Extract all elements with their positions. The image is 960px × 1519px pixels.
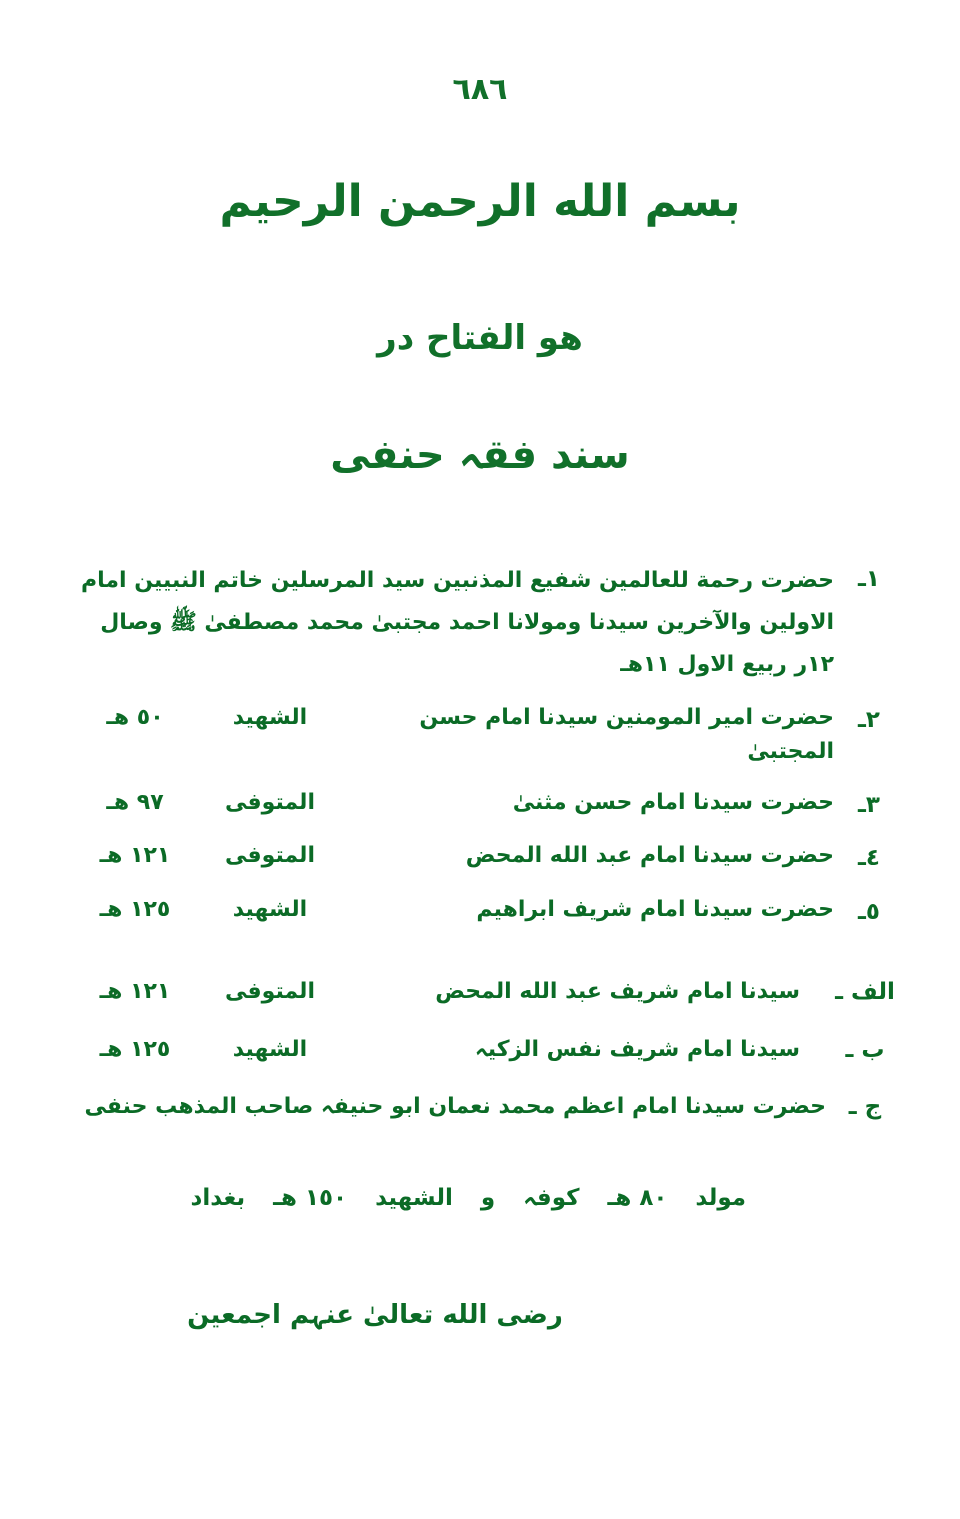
entry-date: ١٢١ هـ xyxy=(99,843,171,869)
basmala-heading: بسم الله الرحمن الرحيم xyxy=(219,176,741,227)
entry-body xyxy=(60,560,838,685)
list-item xyxy=(60,893,900,931)
sub-entry-marker: الف ـ xyxy=(835,979,895,1005)
entry-name: حضرت سيدنا امام شريف ابراهيم xyxy=(476,896,834,922)
numbered-chain-list xyxy=(60,560,900,947)
birth-place: كوفہ xyxy=(523,1185,580,1211)
sub-entry-status: الشهيد xyxy=(232,1036,308,1062)
entry-name: حضرت رحمة للعالمين شفيع المذنبين سيد المرسلين خاتم النبيين امام الاولين والآخرين سيدنا ومولانا احمد مجتبیٰ محمد مصطفیٰ ﷺ وصال ١٢ر ربيع الاول ١١هـ xyxy=(81,568,834,677)
sub-entry-name: حضرت سيدنا امام اعظم محمد نعمان ابو حنيفہ صاحب المذهب حنفی xyxy=(84,1094,826,1120)
entry-marker: ٤ـ xyxy=(858,845,880,872)
page-number: ٦٨٦ xyxy=(452,72,508,107)
entry-status: المتوفی xyxy=(225,789,315,815)
conjunction: و xyxy=(480,1185,496,1211)
list-item xyxy=(60,1090,900,1126)
list-item xyxy=(60,701,900,769)
subtitle-secondary: سند فقہ حنفی xyxy=(330,432,630,478)
entry-status: الشهيد xyxy=(232,896,308,922)
death-date: ١٥٠ هـ xyxy=(273,1185,348,1211)
entry-status: الشهيد xyxy=(232,705,308,731)
entry-date: ٩٧ هـ xyxy=(106,789,164,815)
sub-entry-marker: ب ـ xyxy=(845,1036,885,1063)
entry-date: ٥٠ هـ xyxy=(106,705,164,731)
entry-body xyxy=(60,839,838,873)
entry-marker: ٥ـ xyxy=(858,898,880,925)
list-item xyxy=(60,975,900,1011)
sub-entry-body xyxy=(60,975,830,1009)
entry-name: حضرت سيدنا امام حسن مثنیٰ xyxy=(512,789,834,815)
birth-date: ٨٠ هـ xyxy=(607,1185,668,1211)
list-item xyxy=(60,1033,900,1069)
sub-entry-name: سيدنا امام شريف عبد الله المحض xyxy=(435,979,800,1004)
death-place: بغداد xyxy=(190,1185,246,1211)
birth-death-line xyxy=(60,1185,900,1211)
death-label: الشهيد xyxy=(375,1185,453,1211)
sub-entry-date: ١٢١ هـ xyxy=(99,979,171,1004)
entry-date: ١٢٥ هـ xyxy=(99,896,171,922)
entry-body xyxy=(60,786,838,820)
sub-entry-body xyxy=(60,1090,830,1124)
subtitle-primary: هو الفتاح در xyxy=(377,318,583,358)
sub-entry-date: ١٢٥ هـ xyxy=(99,1036,171,1062)
sub-entry-marker: ج ـ xyxy=(848,1094,882,1121)
closing-invocation xyxy=(0,1300,960,1330)
entry-marker: ٢ـ xyxy=(858,707,880,734)
sub-entry-body xyxy=(60,1033,830,1067)
list-item xyxy=(60,839,900,877)
entry-body xyxy=(60,893,838,927)
entry-marker: ٣ـ xyxy=(858,791,880,818)
closing-text: رضی الله تعالیٰ عنہم اجمعین xyxy=(187,1300,563,1330)
birth-label: مولد xyxy=(695,1185,746,1211)
list-item xyxy=(60,786,900,824)
entry-marker: ١ـ xyxy=(858,566,880,592)
entry-name: حضرت امير المومنين سيدنا امام حسن المجتبیٰ xyxy=(419,705,834,765)
entry-status: المتوفی xyxy=(225,843,315,869)
lettered-chain-list xyxy=(60,975,900,1148)
sub-entry-name: سيدنا امام شريف نفس الزكيہ xyxy=(474,1036,800,1062)
entry-body xyxy=(60,701,838,769)
sub-entry-status: المتوفی xyxy=(225,979,315,1004)
entry-name: حضرت سيدنا امام عبد الله المحض xyxy=(465,843,834,869)
list-item xyxy=(60,560,900,685)
